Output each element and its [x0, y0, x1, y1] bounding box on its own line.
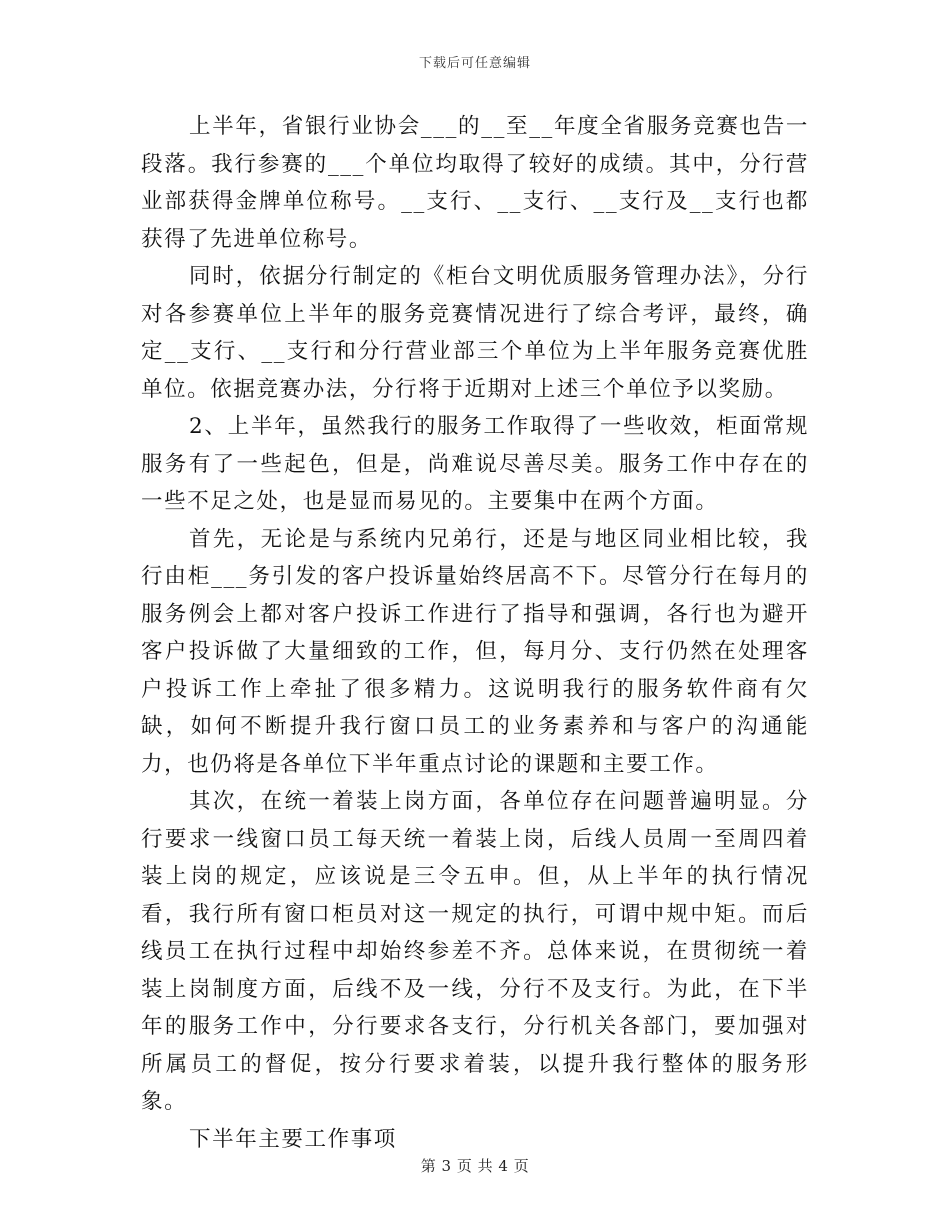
- page-header-note: 下载后可任意编辑: [418, 56, 531, 71]
- paragraph-shortcomings: 2、上半年，虽然我行的服务工作取得了一些收效，柜面常规服务有了一些起色，但是，尚难说尽善尽美。服务工作中存在的一些不足之处，也是显而易见的。主要集中在两个方面。: [141, 414, 809, 514]
- paragraph-dress-code: 其次，在统一着装上岗方面，各单位存在问题普遍明显。分行要求一线窗口员工每天统一着装上岗，后线人员周一至周四着装上岗的规定，应该说是三令五申。但，从上半年的执行情况看，我行所有窗口柜员对这一规定的执行，可谓中规中矩。而后线员工在执行过程中却始终参差不齐。总体来说，在贯彻统一着装上岗制度方面，后线不及一线，分行不及支行。为此，在下半年的服务工作中，分行要求各支行，分行机关各部门，要加强对所属员工的督促，按分行要求着装，以提升我行整体的服务形象。: [141, 789, 809, 1114]
- paragraph-complaints: 首先，无论是与系统内兄弟行，还是与地区同业相比较，我行由柜___务引发的客户投诉量始终居高不下。尽管分行在每月的服务例会上都对客户投诉工作进行了指导和强调，各行也为避开客户投诉做了大量细致的工作，但，每月分、支行仍然在处理客户投诉工作上牵扯了很多精力。这说明我行的服务软件商有欠缺，如何不断提升我行窗口员工的业务素养和与客户的沟通能力，也仍将是各单位下半年重点讨论的课题和主要工作。: [141, 526, 809, 777]
- document-body: [141, 108, 809, 1158]
- section-heading-second-half: 下半年主要工作事项: [189, 1126, 397, 1152]
- paragraph-competition-results: 上半年，省银行业协会___的__至__年度全省服务竞赛也告一段落。我行参赛的___个单位均取得了较好的成绩。其中，分行营业部获得金牌单位称号。__支行、__支行、__支行及__支行也都获得了先进单位称号。: [141, 114, 809, 252]
- page-number: 第 3 页 共 4 页: [420, 1157, 530, 1175]
- paragraph-evaluation: 同时，依据分行制定的《柜台文明优质服务管理办法》，分行对各参赛单位上半年的服务竞赛情况进行了综合考评，最终，确定__支行、__支行和分行营业部三个单位为上半年服务竞赛优胜单位。依据竞赛办法，分行将于近期对上述三个单位予以奖励。: [141, 264, 809, 402]
